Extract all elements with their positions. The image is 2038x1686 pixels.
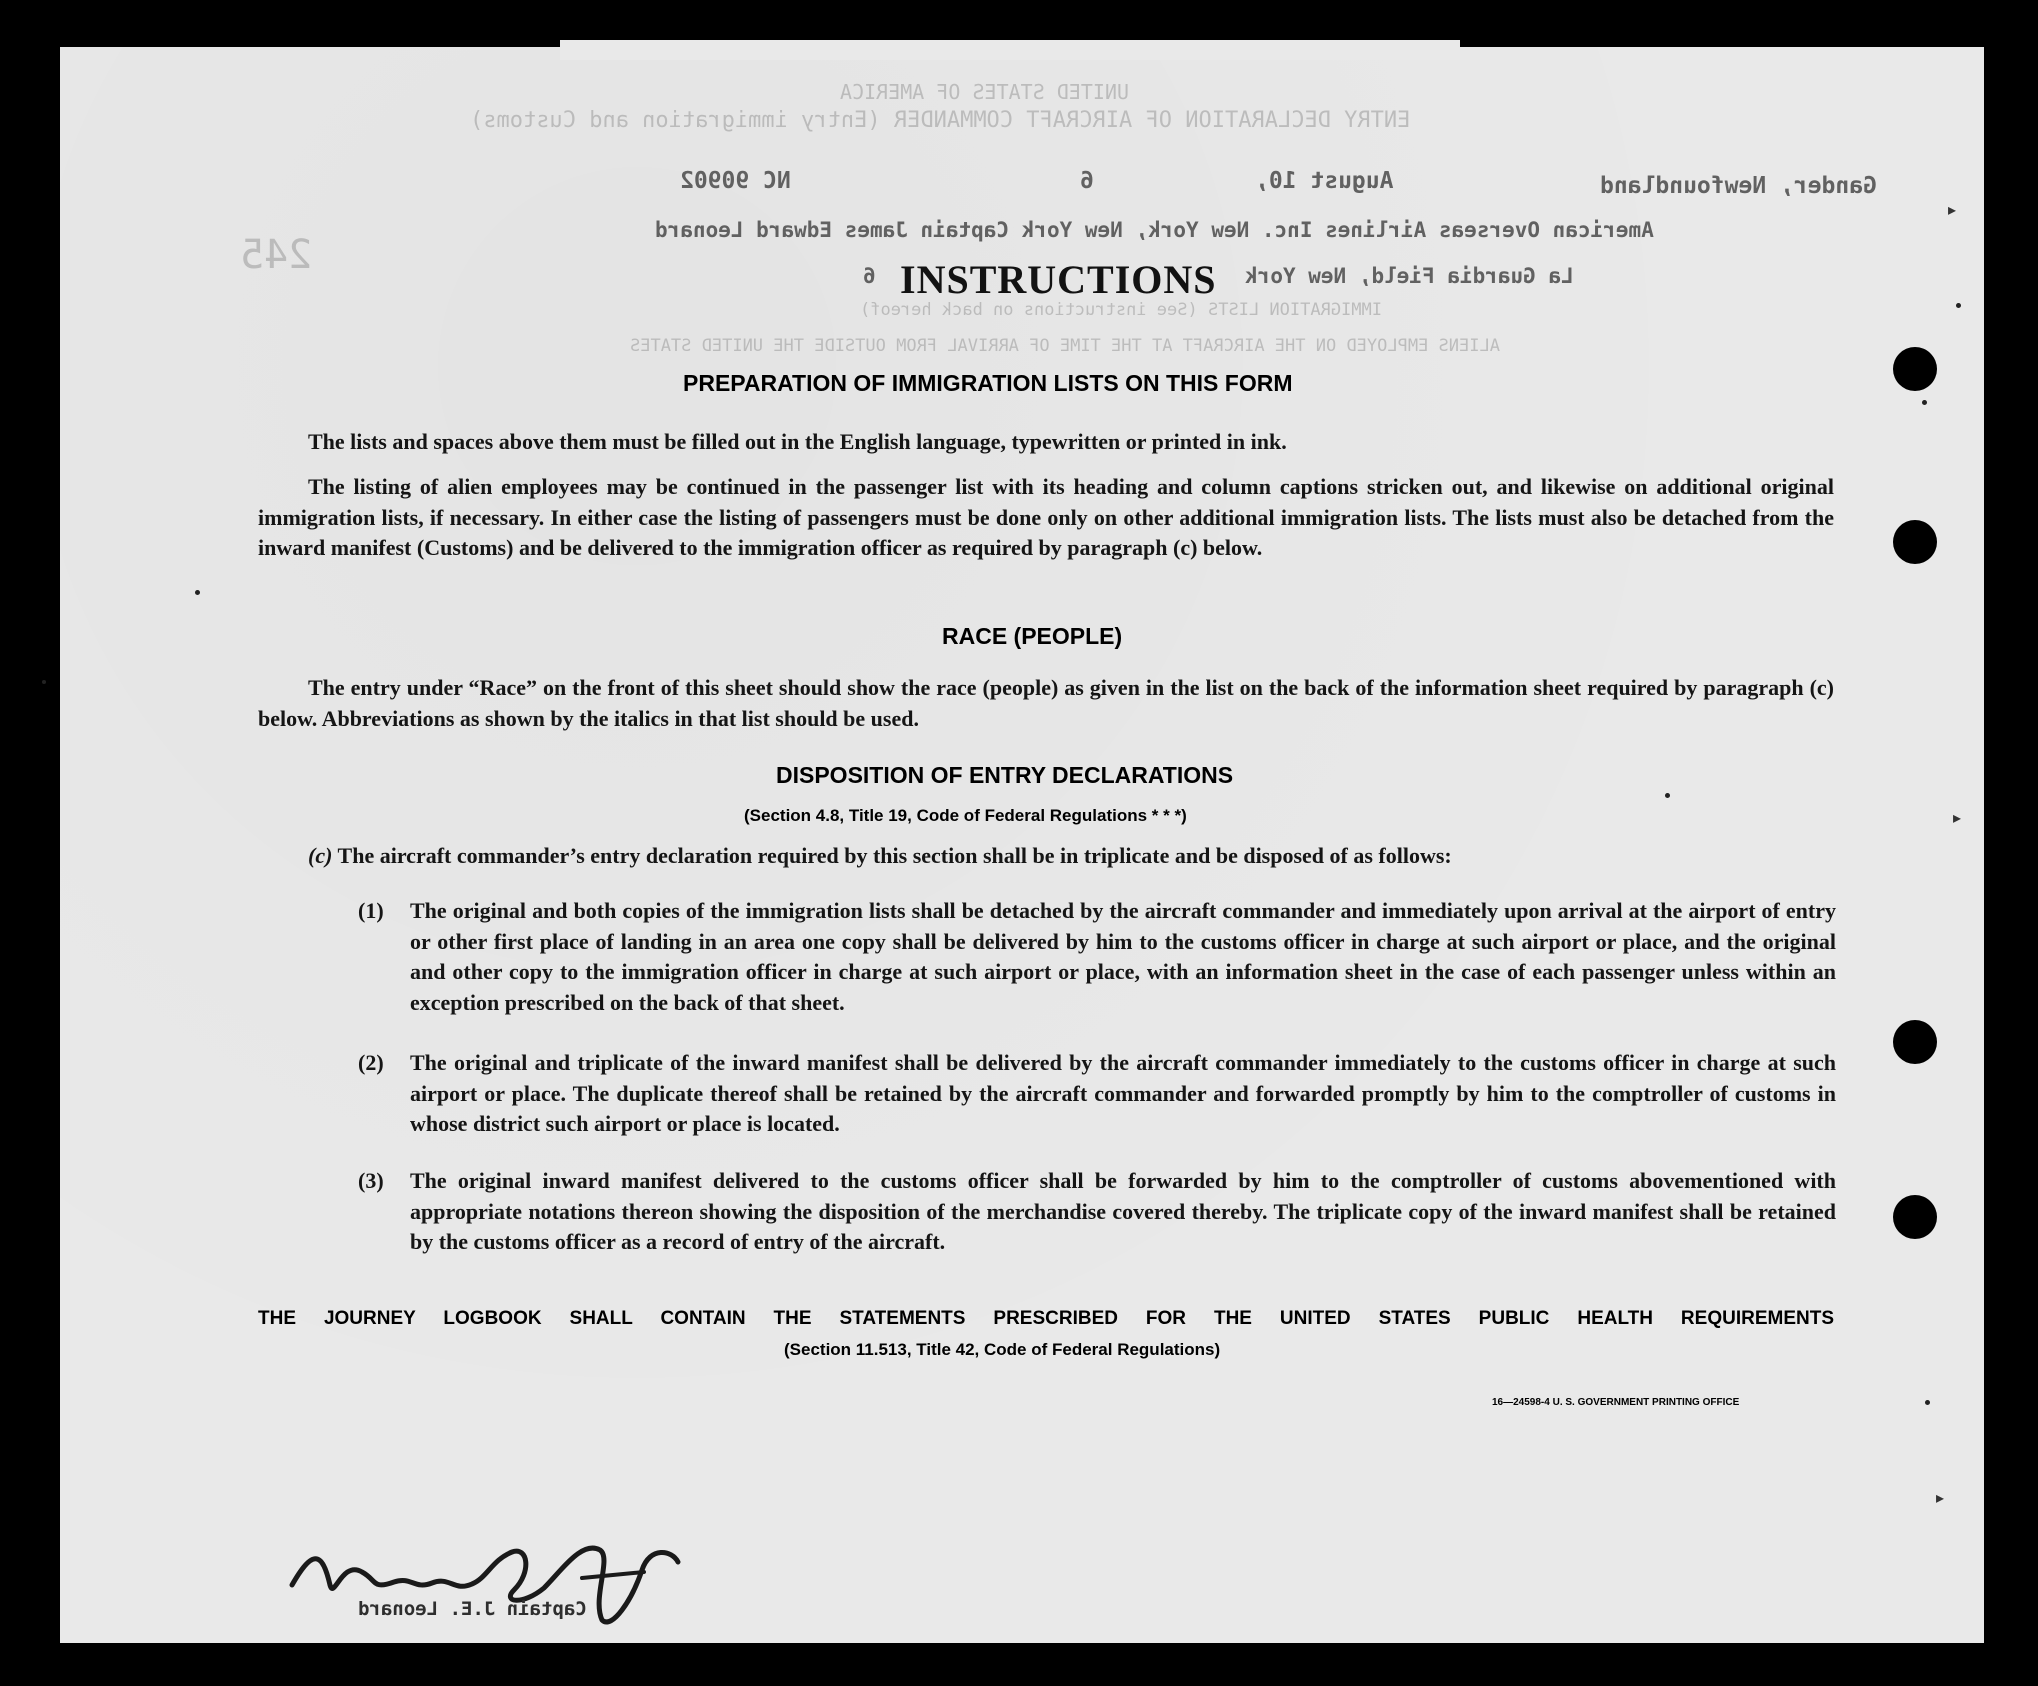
- ink-speck: [1956, 303, 1961, 308]
- disposition-intro: [308, 841, 1838, 872]
- ink-speck: [42, 680, 46, 684]
- race-paragraph: The entry under “Race” on the front of this sheet should show the race (people) as given in the list on the back of the information sheet required by paragraph (c) below. Abbreviations as shown by the italics in that list should be used.: [258, 675, 1834, 731]
- item-text: The original inward manifest delivered to the customs officer shall be forwarded by him to the comptroller of customs abovementioned with appropriate notations thereon showing the disposition of the merchandise covered thereby. The triplicate copy of the inward manifest shall be retained by the customs officer as a record of entry of the aircraft.: [410, 1168, 1836, 1254]
- instructions-title: INSTRUCTIONS: [900, 257, 1217, 302]
- bleed-typed-date: August 10,: [1255, 168, 1394, 194]
- punch-hole-3: [1893, 1020, 1937, 1064]
- preparation-paragraph-1: The lists and spaces above them must be filled out in the English language, typewritten or printed in ink.: [308, 429, 1287, 454]
- bleed-signer-name: Captain J.E. Leonard: [358, 1598, 587, 1620]
- punch-hole-1: [1893, 347, 1937, 391]
- item-label: (1): [358, 898, 384, 923]
- edge-mark-icon: ▸: [1936, 1490, 1945, 1507]
- ink-speck: [195, 590, 200, 595]
- bleed-typed-operator: American Overseas Airlines Inc. New York, New York Captain James Edward Leonard: [655, 218, 1654, 242]
- item-label: (3): [358, 1168, 384, 1193]
- item-text: The original and triplicate of the inward manifest shall be delivered by the aircraft commander immediately to the customs officer in charge at such airport or place. The duplicate thereof shall be retained by the aircraft commander and forwarded promptly by him to the comptroller of customs in whose district such airport or place is located.: [410, 1050, 1836, 1136]
- punch-hole-4: [1893, 1195, 1937, 1239]
- sheet-top-tab: [560, 40, 1460, 60]
- preparation-heading: PREPARATION OF IMMIGRATION LISTS ON THIS FORM: [683, 370, 1293, 396]
- disposition-heading: DISPOSITION OF ENTRY DECLARATIONS: [776, 762, 1234, 788]
- public-health-citation: (Section 11.513, Title 42, Code of Federal Regulations): [784, 1340, 1221, 1359]
- bleed-form-header-1: UNITED STATES OF AMERICA: [840, 80, 1129, 104]
- disposition-item-1: [358, 896, 1836, 1018]
- disposition-item-3: [358, 1166, 1836, 1258]
- bleed-typed-flight: NC 90902: [680, 168, 791, 194]
- bleed-form-header-2: ENTRY DECLARATION OF AIRCRAFT COMMANDER (Entry immigration and Customs): [470, 108, 1411, 133]
- disposition-intro-text: The aircraft commander’s entry declaration required by this section shall be in triplicate and be disposed of as follows:: [337, 843, 1452, 868]
- race-heading: RACE (PEOPLE): [942, 623, 1123, 649]
- bleed-stamp-number: 245: [240, 232, 313, 278]
- disposition-citation: (Section 4.8, Title 19, Code of Federal Regulations * * *): [744, 806, 1187, 825]
- punch-hole-2: [1893, 520, 1937, 564]
- ink-speck: [1925, 1400, 1930, 1405]
- edge-mark-icon: ▸: [1948, 202, 1957, 219]
- bleed-typed-day: 6: [1080, 168, 1094, 194]
- ink-speck: [1922, 400, 1927, 405]
- preparation-paragraph-2: The listing of alien employees may be continued in the passenger list with its heading and column captions stricken out, and likewise on additional original immigration lists, if necessary. In either case the listing of passengers must be done only on other additional immigration lists. The lists must also be detached from the inward manifest (Customs) and be delivered to the immigration officer as required by paragraph (c) below.: [258, 474, 1834, 560]
- disposition-item-2: [358, 1048, 1836, 1140]
- bleed-typed-field: La Guardia Field, New York: [1245, 264, 1574, 288]
- ink-speck: [1665, 793, 1670, 798]
- edge-mark-icon: ▸: [1953, 810, 1962, 827]
- bleed-form-header-3: IMMIGRATION LISTS (See instructions on back hereof): [860, 300, 1382, 320]
- bleed-typed-location: Gander, Newfoundland: [1600, 173, 1877, 199]
- bleed-form-header-4: ALIENS EMPLOYED ON THE AIRCRAFT AT THE TIME OF ARRIVAL FROM OUTSIDE THE UNITED STATES: [630, 336, 1500, 356]
- disposition-intro-label: (c): [308, 843, 333, 868]
- item-label: (2): [358, 1050, 384, 1075]
- printer-line: 16—24598-4 U. S. GOVERNMENT PRINTING OFFICE: [1492, 1397, 1740, 1408]
- bleed-typed-field-number: 6: [863, 264, 876, 288]
- item-text: The original and both copies of the immigration lists shall be detached by the aircraft commander and immediately upon arrival at the airport of entry or other first place of landing in an area one copy shall be delivered by him to the customs officer in charge at such airport or place, and the original and other copy to the immigration officer in charge at such airport or place, with an information sheet in the case of each passenger unless within an exception prescribed on the back of that sheet.: [410, 898, 1836, 1015]
- public-health-statement: THE JOURNEY LOGBOOK SHALL CONTAIN THE STATEMENTS PRESCRIBED FOR THE UNITED STATES PUBLIC HEALTH REQUIREMENTS: [258, 1308, 1834, 1329]
